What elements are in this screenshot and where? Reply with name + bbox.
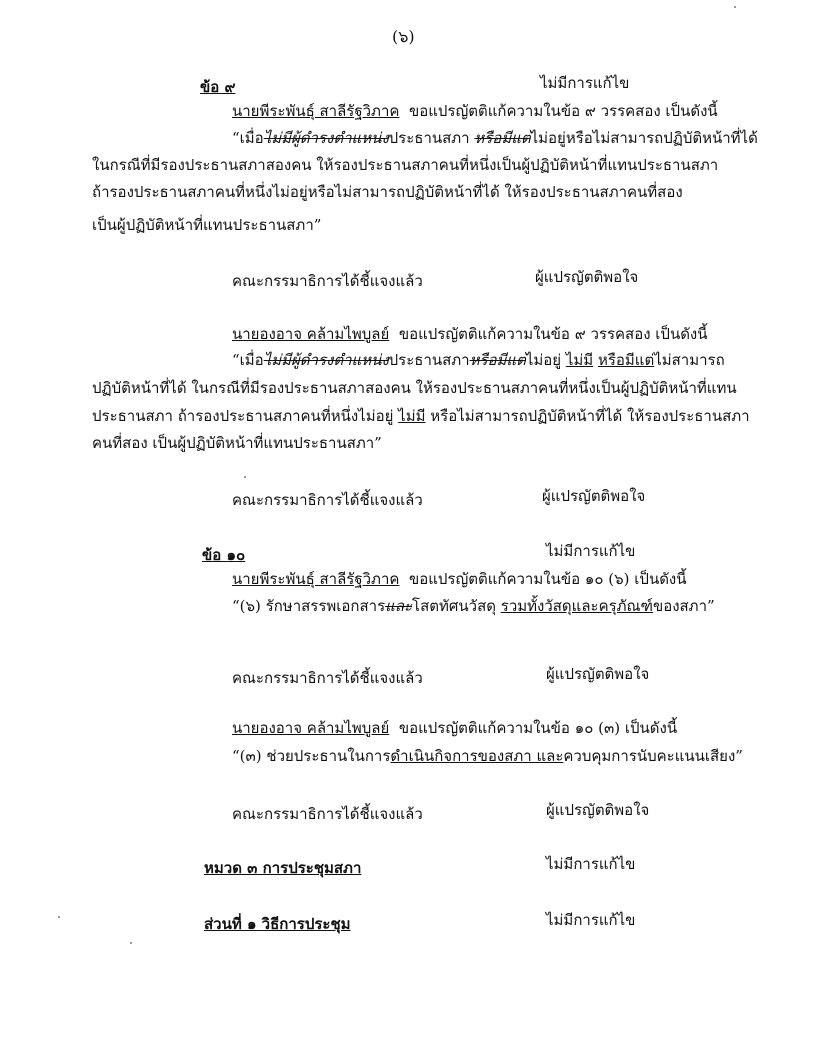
text: ควบคุมการนับคะแนนเสียง”: [563, 747, 743, 765]
amendment-intro: [232, 324, 708, 344]
amendment-text-line: ปฏิบัติหน้าที่ได้ ในกรณีที่มีรองประธานสภาสองคน ให้รองประธานสภาคนที่หนึ่งเป็นผู้ปฏิบัติหน้าที่แทน: [92, 379, 737, 397]
text: ของสภา”: [652, 597, 715, 615]
text: โสตทัศนวัสดุ: [412, 597, 501, 615]
mover-name: นายองอาจ คล้ามไพบูลย์: [232, 719, 390, 737]
committee-response: คณะกรรมาธิการได้ชี้แจงแล้ว: [232, 805, 423, 823]
deleted-text: หรือมีแต่: [469, 351, 526, 369]
committee-response: คณะกรรมาธิการได้ชี้แจงแล้ว: [232, 491, 423, 509]
text: ไม่สามารถ: [654, 351, 725, 369]
section-10-status: ไม่มีการแก้ไข: [546, 542, 636, 560]
added-text: ไม่มี: [565, 351, 594, 369]
text: ประธานสภา ถ้ารองประธานสภาคนที่หนึ่งไม่อยู่: [92, 407, 399, 425]
added-text: ไม่มี: [398, 407, 426, 425]
page-number: (๖): [392, 27, 415, 46]
intro-text: ขอแปรญัตติแก้ความในข้อ ๑๐ (๖) เป็นดังนี้: [408, 570, 687, 588]
committee-response: คณะกรรมาธิการได้ชี้แจงแล้ว: [232, 669, 423, 687]
committee-response: คณะกรรมาธิการได้ชี้แจงแล้ว: [232, 272, 423, 290]
amendment-result: ผู้แปรญัตติพอใจ: [546, 801, 650, 819]
amendment-result: ผู้แปรญัตติพอใจ: [542, 487, 646, 505]
amendment-text-line: [92, 406, 750, 426]
chapter-3-status: ไม่มีการแก้ไข: [546, 855, 636, 873]
amendment-text-line: คนที่สอง เป็นผู้ปฏิบัติหน้าที่แทนประธานสภา”: [92, 434, 382, 452]
intro-text: ขอแปรญัตติแก้ความในข้อ ๙ วรรคสอง เป็นดังนี้: [408, 102, 718, 120]
amendment-intro: [232, 718, 677, 738]
part-1-status: ไม่มีการแก้ไข: [546, 911, 636, 929]
amendment-text-line: เป็นผู้ปฏิบัติหน้าที่แทนประธานสภา”: [92, 216, 322, 234]
scan-speck: [58, 916, 60, 918]
section-9-status: ไม่มีการแก้ไข: [540, 74, 630, 92]
intro-text: ขอแปรญัตติแก้ความในข้อ ๙ วรรคสอง เป็นดังนี้: [398, 325, 708, 343]
text: “(๖) รักษาสรรพเอกสาร: [232, 597, 386, 615]
deleted-text: หรือมีแต่: [474, 129, 531, 147]
amendment-text-line: [232, 128, 758, 148]
mover-name: นายพีระพันธุ์ สาลีรัฐวิภาค: [232, 570, 400, 588]
amendment-text-line: [232, 596, 715, 616]
added-text: หรือมีแต่: [597, 351, 655, 369]
amendment-text-line: ในกรณีที่มีรองประธานสภาสองคน ให้รองประธานสภาคนที่หนึ่งเป็นผู้ปฏิบัติหน้าที่แทนประธานสภา: [92, 156, 719, 174]
text: ไม่อยู่: [525, 351, 566, 369]
scan-speck: [734, 6, 736, 8]
section-10-heading: ข้อ ๑๐: [202, 546, 246, 564]
text: ประธานสภา: [388, 351, 470, 369]
deleted-text: ไม่มีผู้ดำรงตำแหน่ง: [263, 129, 389, 147]
scan-speck: [244, 476, 246, 478]
added-text: ดำเนินกิจการของสภา และ: [390, 747, 564, 765]
amendment-text-line: ถ้ารองประธานสภาคนที่หนึ่งไม่อยู่หรือไม่สามารถปฏิบัติหน้าที่ได้ ให้รองประธานสภาคนที่สอง: [92, 183, 683, 201]
chapter-3-heading: หมวด ๓ การประชุมสภา: [204, 859, 362, 877]
text: หรือไม่สามารถปฏิบัติหน้าที่ได้ ให้รองประธานสภา: [425, 407, 750, 425]
text: “เมื่อ: [232, 351, 264, 369]
deleted-text: และ: [385, 597, 413, 615]
mover-name: นายองอาจ คล้ามไพบูลย์: [232, 325, 390, 343]
mover-name: นายพีระพันธุ์ สาลีรัฐวิภาค: [232, 102, 400, 120]
amendment-result: ผู้แปรญัตติพอใจ: [535, 268, 639, 286]
amendment-intro: [232, 101, 718, 121]
section-9-heading: ข้อ ๙: [200, 78, 236, 96]
text: “(๓) ช่วยประธานในการ: [232, 747, 391, 765]
added-text: รวมทั้งวัสดุและครุภัณฑ์: [500, 597, 653, 615]
amendment-intro: [232, 569, 687, 589]
intro-text: ขอแปรญัตติแก้ความในข้อ ๑๐ (๓) เป็นดังนี้: [398, 719, 678, 737]
text: ไม่อยู่หรือไม่สามารถปฏิบัติหน้าที่ได้: [530, 129, 758, 147]
scan-speck: [130, 942, 132, 944]
text: “เมื่อ: [232, 129, 264, 147]
deleted-text: ไม่มีผู้ดำรงตำแหน่ง: [263, 351, 389, 369]
text: ประธานสภา: [388, 129, 475, 147]
amendment-text-line: [232, 746, 743, 766]
part-1-heading: ส่วนที่ ๑ วิธีการประชุม: [204, 915, 351, 933]
amendment-text-line: [232, 350, 725, 370]
amendment-result: ผู้แปรญัตติพอใจ: [546, 665, 650, 683]
